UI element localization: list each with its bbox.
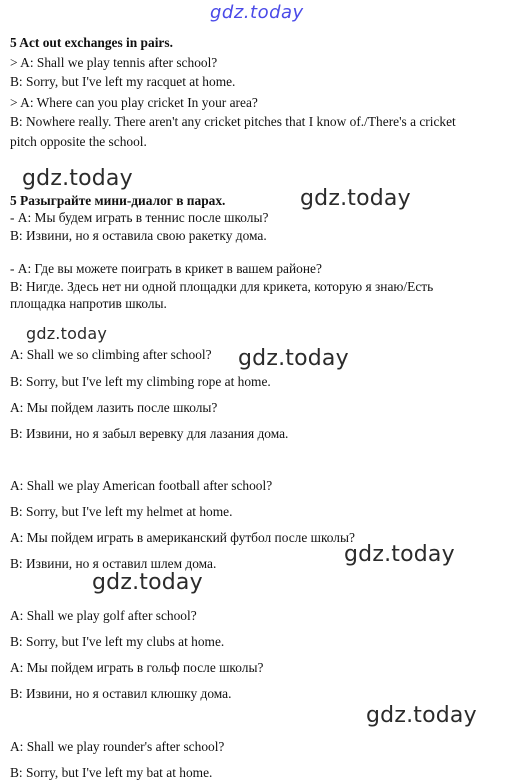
exercise-line: B: Sorry, but I've left my racquet at home. (10, 74, 236, 89)
dialog-line: В: Извини, но я оставил клюшку дома. (10, 686, 232, 701)
translation-line: - А: Мы будем играть в теннис после школы? (10, 210, 269, 225)
dialog-line: А: Мы пойдем лазить после школы? (10, 400, 218, 415)
watermark: gdz.today (300, 186, 411, 211)
watermark: gdz.today (26, 324, 108, 343)
translation-line: В: Нигде. Здесь нет ни одной площадки для крикета, которую я знаю/Есть (10, 279, 434, 294)
watermark-top: gdz.today (210, 2, 304, 23)
watermark: gdz.today (238, 346, 349, 371)
dialog-line: B: Sorry, but I've left my clubs at home. (10, 634, 225, 649)
dialog-line: В: Извини, но я забыл веревку для лазания дома. (10, 426, 289, 441)
exercise-heading-en: 5 Act out exchanges in pairs. (10, 35, 173, 50)
dialog-line: B: Sorry, but I've left my bat at home. (10, 765, 213, 780)
watermark: gdz.today (366, 703, 477, 728)
translation-line: В: Извини, но я оставила свою ракетку дома. (10, 228, 267, 243)
watermark: gdz.today (92, 570, 203, 595)
dialog-line: В: Извини, но я оставил шлем дома. (10, 556, 217, 571)
dialog-line: А: Мы пойдем играть в американский футбол после школы? (10, 530, 355, 545)
dialog-line: A: Shall we so climbing after school? (10, 347, 212, 362)
dialog-line: A: Shall we play rounder's after school? (10, 739, 225, 754)
exercise-line: > A: Where can you play cricket In your area? (10, 95, 258, 110)
exercise-heading-ru: 5 Разыграйте мини-диалог в парах. (10, 193, 226, 208)
exercise-line: B: Nowhere really. There aren't any cricket pitches that I know of./There's a cricket (10, 114, 456, 129)
dialog-line: B: Sorry, but I've left my climbing rope at home. (10, 374, 271, 389)
exercise-line: > A: Shall we play tennis after school? (10, 55, 218, 70)
dialog-line: B: Sorry, but I've left my helmet at home. (10, 504, 233, 519)
dialog-line: A: Shall we play American football after school? (10, 478, 273, 493)
watermark: gdz.today (344, 542, 455, 567)
translation-line: - А: Где вы можете поиграть в крикет в вашем районе? (10, 261, 322, 276)
dialog-line: А: Мы пойдем играть в гольф после школы? (10, 660, 264, 675)
translation-line: площадка напротив школы. (10, 296, 167, 311)
watermark: gdz.today (22, 166, 133, 191)
exercise-line: pitch opposite the school. (10, 134, 147, 149)
dialog-line: A: Shall we play golf after school? (10, 608, 197, 623)
